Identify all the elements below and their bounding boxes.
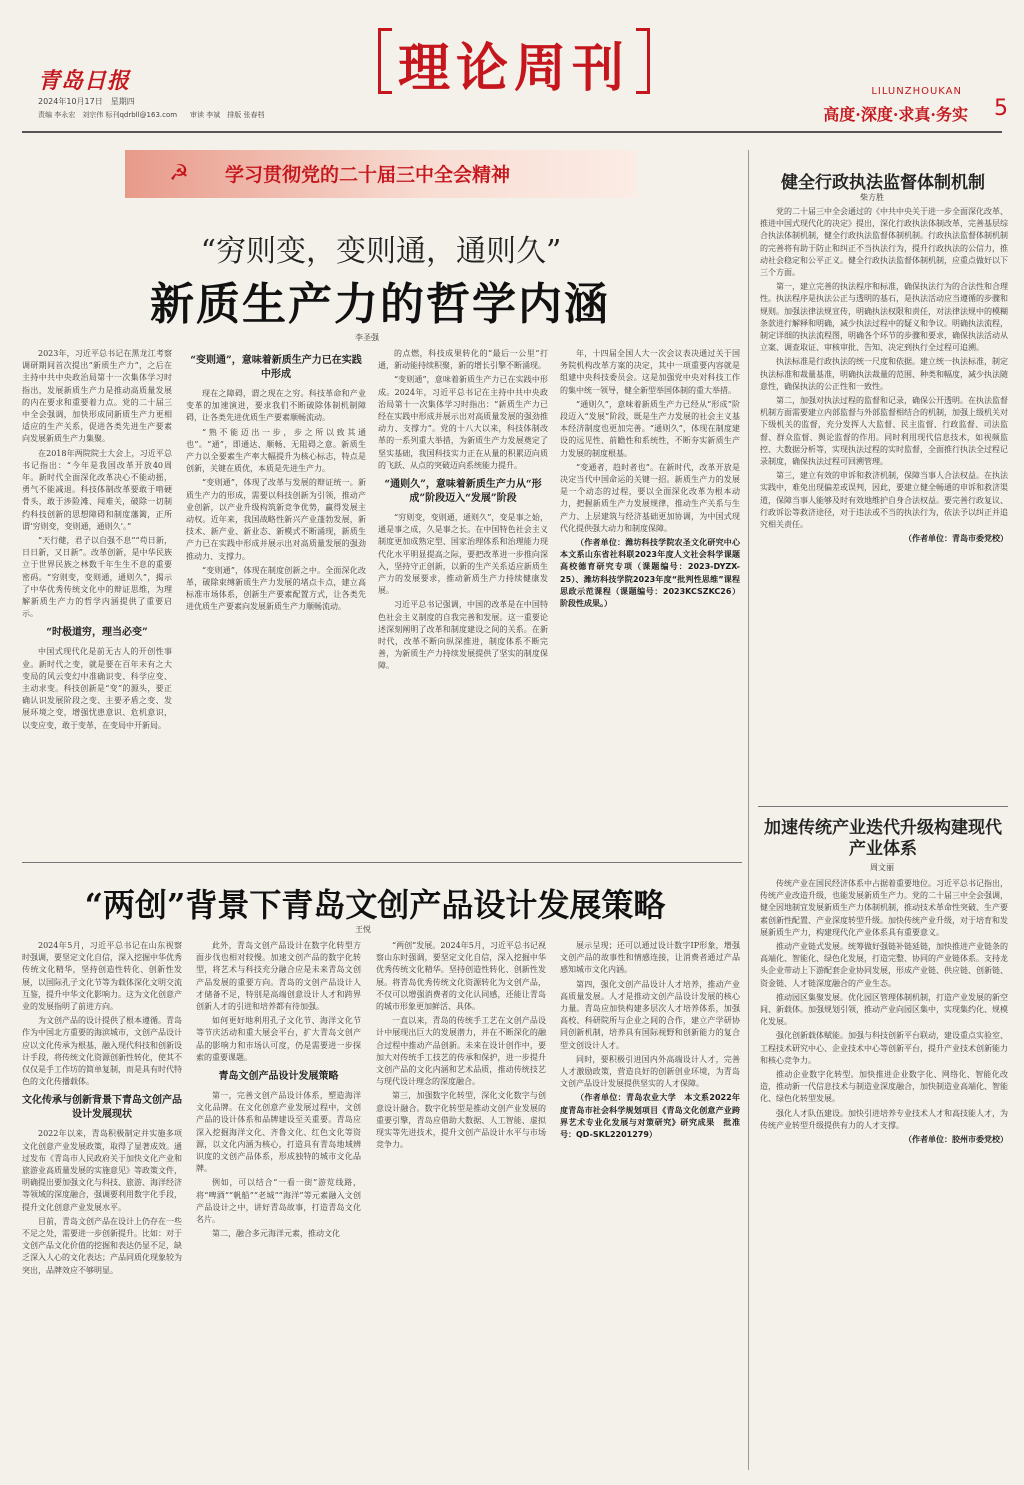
paragraph: “穷则变，变则通，通则久”，变是事之始，通是事之成，久是事之长。在中国特色社会主义制度更加成熟定型、国家治理体系和治理能力现代化水平明显提高之际，要把改革进一步推向深入，坚持守正创新，以新的生产关系适应新质生产力的发展要求，推动新质生产力持续健康发展。 [378, 513, 548, 596]
paragraph: 在2018年两院院士大会上，习近平总书记指出：“今年是我国改革开放40周年。新时代全面深化改革决心不能动摇，勇气不能减退。科技体制改革要敢于啃硬骨头，敢于涉险滩、闯难关，破除一切制约科技创新的思想障碍和制度藩篱，正所谓‘穷则变，变则通，通则久’。” [22, 448, 172, 531]
section-pinyin: LILUNZHOUKAN [871, 86, 962, 97]
right-article2-byline: 周文丽 [870, 863, 894, 872]
section-title: 理论周刊 [398, 38, 631, 99]
newspaper-logo: 青岛日报 [38, 68, 131, 94]
paragraph: 的点燃，科技成果转化的“最后一公里”打通，新动能持续积聚，新的增长引擎不断涌现。 [378, 349, 548, 371]
masthead-rule [22, 131, 1002, 133]
issue-date: 2024年10月17日 星期四 [38, 97, 135, 106]
right-article1-title: 健全行政执法监督体制机制 [781, 173, 985, 193]
paragraph: 2023年，习近平总书记在黑龙江考察调研期间首次提出“新质生产力”，之后在主持中共中央政治局第十一次集体学习时指出，发展新质生产力是推动高质量发展的内在要求和重要着力点。党的二十届三中全会强调，加快形成同新质生产力更相适应的生产关系，促进各类先进生产要素向发展新质生产力集聚。 [22, 349, 172, 444]
article1-subhead-3: “通则久”，意味着新质生产力从“形成”阶段迈入“发展”阶段 [384, 479, 542, 505]
paragraph: 党的二十届三中全会通过的《中共中央关于进一步全面深化改革、推进中国式现代化的决定》提出，深化行政执法体制改革，完善基层综合执法体制机制，健全行政执法监督体制机制。行政执法监督体制机制的完善将有助于防止和纠正不当执法行为，提升行政执法的公信力，推动社会稳定和公平正义。健全行政执法监督体制机制，应重点做好以下三个方面。 [760, 207, 1008, 278]
right-bracket [636, 28, 650, 94]
paragraph: 此外，青岛文创产品设计在数字化转型方面步伐也相对较慢。加速文创产品的数字化转型，将艺术与科技充分融合应是未来青岛文创产品发展的重要方向。青岛的文创产品设计人才储备不足，特别是高端创意设计人才和跨界创新人才的引进和培养都有待加强。 [196, 941, 361, 1012]
article1-subhead-2: “变则通”，意味着新质生产力已在实践中形成 [190, 355, 362, 380]
article2-column-4 [560, 940, 740, 1470]
topic-banner [125, 150, 637, 198]
right-article1-body [760, 206, 1008, 796]
paragraph: “变则通”，意味着新质生产力已在实践中形成。2024年，习近平总书记在主持中共中央政治局第十一次集体学习时指出：“新质生产力已经在实践中形成并展示出对高质量发展的强劲推动力、支撑力”。党的十八大以来，科技体制改革的一系列重大举措，为新质生产力发展奠定了坚实基础，我国科技实力正在从量的积累迈向质的飞跃、从点的突破迈向系统能力提升。 [378, 375, 548, 470]
article1-column-4 [560, 348, 748, 840]
masthead [0, 0, 1024, 140]
article2-byline: 王悦 [355, 925, 371, 934]
paragraph: 同时，要积极引进国内外高端设计人才，完善人才激励政策，营造良好的创新创业环境，为青岛文创产品设计发展提供坚实的人才保障。 [560, 1054, 740, 1089]
paragraph: 推动企业数字化转型。加快推进企业数字化、网络化、智能化改造，推动新一代信息技术与制造业深度融合，加快制造业高端化、智能化、绿色化转型发展。 [760, 1070, 1008, 1104]
right-column-divider [748, 150, 749, 1470]
party-emblem-icon: ☭ [169, 161, 189, 186]
article2-title: “两创”背景下青岛文创产品设计发展策略 [84, 886, 666, 924]
banner-text: 学习贯彻党的二十届三中全会精神 [225, 164, 511, 186]
paragraph: 第三，加强数字化转型，深化文化数字与创意设计融合。数字化转型是推动文创产业发展的重要引擎，青岛应借助大数据、人工智能、虚拟现实等先进技术，提升文创产品设计水平与市场竞争力。 [376, 1091, 546, 1150]
right-article2-title: 加速传统产业迭代升级构建现代产业体系 [764, 818, 1002, 859]
article1-author-note: （作者单位：潍坊科技学院农圣文化研究中心 本文系山东省社科联2023年度人文社会科学课题高校德育研究专项（课题编号：2023-DYZX-25）、潍坊科技学院2023年度“批判性思维”课程思政示范课程（课题编号：2023KCSZKC26）阶段性成果。） [560, 538, 748, 609]
paragraph: 强化创新载体赋能。加强与科技创新平台联动，建设重点实验室、工程技术研究中心、企业技术中心等创新平台，提升产业技术创新能力和核心竞争力。 [760, 1031, 1008, 1065]
paragraph: 习近平总书记强调，中国的改革是在中国特色社会主义制度的自我完善和发展。这一重要论述深刻阐明了改革和制度建设之间的关系。在新时代，改革不断向纵深推进，制度体系不断完善，为新质生产力持续发展提供了坚实的制度保障。 [378, 600, 548, 671]
article1-column-3 [378, 348, 548, 840]
page-number: 5 [994, 96, 1008, 121]
article2-author-note: （作者单位：青岛农业大学 本文系2022年度青岛市社会科学规划项目《青岛文化创意产业跨界艺术专业化发展与对策研究》研究成果 批准号：QD-SKL2201279） [560, 1093, 740, 1140]
paragraph: 第二，融合多元海洋元素，推动文化 [212, 1229, 340, 1239]
right-article2-body [760, 878, 1008, 1470]
paragraph: “变则通”，体现在制度创新之中。全面深化改革，破除束缚新质生产力发展的堵点卡点，建立高标准市场体系，创新生产要素配置方式，让各类先进优质生产要素向发展新质生产力顺畅流动。 [186, 565, 366, 612]
paragraph: “通则久”，意味着新质生产力已经从“形成”阶段迈入“发展”阶段，既是生产力发展的社会主义基本经济制度也更加完善。“通则久”，体现在制度建设的远见性、前瞻性和系统性，不断夯实新质生产力发展的制度根基。 [560, 399, 740, 458]
paragraph: 推动园区集聚发展。优化园区管理体制机制，打造产业发展的新空间、新载体。加强规划引领，推动产业向园区集中，实现集约化、规模化发展。 [760, 992, 1008, 1027]
paragraph: “两创”发展。2024年5月，习近平总书记视察山东时强调，要坚定文化自信，深入挖掘中华优秀传统文化精华。坚持创造性转化、创新性发展。将青岛优秀传统文化资源转化为文创产品，不仅可以增强消费者的文化认同感，还能让青岛的城市形象更加鲜活、具体。 [376, 941, 546, 1012]
paragraph: 执法标准是行政执法的统一尺度和依据。建立统一执法标准，制定执法标准和裁量基准，明确执法裁量的范围、种类和幅度，减少执法随意性，确保执法的公正性和一致性。 [760, 357, 1008, 391]
article1-column-1 [22, 348, 172, 840]
paragraph: 为文创产品的设计提供了根本遵循。青岛作为中国北方重要的海滨城市，文创产品设计应以文化传承为根基，融入现代科技和创新设计手段，将传统文化资源创新性转化，使其不仅仅是手工作坊的简单复制，而是具有时代特色的文化传播载体。 [22, 1016, 182, 1087]
paragraph: “变通者，趋时者也”。在新时代，改革开放是决定当代中国命运的关键一招。新质生产力的发展是一个动态的过程，要以全面深化改革为根本动力，把握新质生产力发展规律，推动生产关系与生产力、上层建筑与经济基础更加协调，为中国式现代化提供强大动力和制度保障。 [560, 462, 740, 533]
paragraph: 目前，青岛文创产品在设计上仍存在一些不足之处，需要进一步创新提升。比如：对于文创产品文化价值的挖掘和表达仍显不足，缺乏深入人心的文化表达；产品同质化现象较为突出，品牌效应不够明显。 [22, 1216, 182, 1275]
paragraph: 第一，建立完善的执法程序和标准，确保执法行为的合法性和合理性。执法程序是执法公正与透明的基石，是执法活动应当遵循的步骤和规则。加强法律法规宣传，明确执法权限和责任，对法律法规中的模糊条款进行解释和明确，减少执法过程中的疑义和争议。明确执法流程，制定详细的执法流程图，明确各个环节的步骤和要求，确保执法活动从立案、调查取证、审核审批、告知、决定到执行全过程可追溯。 [760, 282, 1008, 353]
article2-column-2 [196, 940, 361, 1470]
article1-subtitle: “穷则变，变则通，通则久” [200, 234, 562, 269]
paragraph: “天行健，君子以自强不息”“苟日新，日日新，又日新”。改革创新，是中华民族立于世界民族之林数千年生生不息的重要密码。“穷则变，变则通，通则久”，揭示了中华优秀传统文化中的辩证思维，为理解新质生产力的哲学内涵提供了重要启示。 [22, 536, 172, 619]
paragraph: 年，十四届全国人大一次会议表决通过关于国务院机构改革方案的决定，其中一项重要内容就是组建中央科技委员会。这是加强党中央对科技工作的集中统一领导，健全新型举国体制的重大举措。 [560, 349, 740, 395]
paragraph: 第四，强化文创产品设计人才培养，推动产业高质量发展。人才是推动文创产品设计发展的核心力量。青岛应加快构建多层次人才培养体系，加强高校、科研院所与企业之间的合作，建立产学研协同创新机制，培养具有国际视野和创新能力的复合型文创设计人才。 [560, 979, 740, 1050]
paragraph: 第二，加强对执法过程的监督和记录，确保公开透明。在执法监督机制方面需要建立内部监督与外部监督相结合的机制，加强上级机关对下级机关的监督，充分发挥人大监督、民主监督、行政监督、司法监督、群众监督、舆论监督的作用。同时利用现代信息技术，如视频监控、大数据分析等，实现执法过程的实时监督，全面推行执法全过程记录制度，确保执法过程可回溯管理。 [760, 396, 1008, 467]
paragraph: 第一，完善文创产品设计体系，塑造海洋文化品牌。在文化创意产业发展过程中，文创产品的设计体系和品牌建设至关重要。青岛应深入挖掘海洋文化、齐鲁文化、红色文化等资源，以文化内涵为核心，打造具有青岛地域辨识度的文创产品体系，形成独特的城市文化品牌。 [196, 1091, 361, 1174]
paragraph: 如何更好地利用孔子文化节、海洋文化节等节庆活动和重大展会平台，扩大青岛文创产品的影响力和市场认可度，仍是需要进一步探索的重要课题。 [196, 1016, 361, 1062]
left-bracket [378, 28, 392, 94]
paragraph: 2022年以来，青岛积极制定并实施多项文化创意产业发展政策，取得了显著成效。通过发布《青岛市人民政府关于加快文化产业和旅游业高质量发展的实施意见》等政策文件，明确提出要加强文化与科技、旅游、海洋经济等领域的深度融合，强调要利用数字化手段，提升文化创意产业发展水平。 [22, 1129, 182, 1212]
paragraph: 推动产业链式发展。统筹做好强链补链延链，加快推进产业链条的高端化、智能化、绿色化发展，打造完整、协同的产业链体系。支持龙头企业带动上下游配套企业协同发展，形成产业链、供应链、创新链、资金链、人才链深度融合的产业生态。 [760, 942, 1008, 988]
paragraph: 展示呈现；还可以通过设计数字IP形象，增强文创产品的故事性和情感连接，让消费者通过产品感知城市文化内涵。 [560, 941, 740, 975]
section-title-box [378, 24, 650, 98]
article2-column-1 [22, 940, 182, 1470]
paragraph: “变则通”，体现了改革与发展的辩证统一。新质生产力的形成，需要以科技创新为引领，推动产业创新，以产业升级构筑新竞争优势，赢得发展主动权。近年来，我国战略性新兴产业蓬勃发展，新技术、新产业、新业态、新模式不断涌现，新质生产力已在实践中形成并展示出对高质量发展的强劲推动力、支撑力。 [186, 478, 366, 561]
article1-title: 新质生产力的哲学内涵 [150, 279, 610, 330]
paragraph: 第三，建立有效的申诉和救济机制，保障当事人合法权益。在执法实践中，难免出现偏差或误判，因此，要建立健全畅通的申诉和救济渠道，保障当事人能够及时有效地维护自身合法权益。要完善行政复议、行政诉讼等救济途径，对于违法或不当的执法行为，依法予以纠正并追究相关责任。 [760, 471, 1008, 530]
paragraph: 现在之障碍，谓之现在之穷。科技革命和产业变革的加速演进，要求我们不断破除体制机制障碍，让各类先进优质生产要素顺畅流动。 [186, 389, 366, 423]
article2-column-3 [376, 940, 546, 1470]
paragraph: 强化人才队伍建设。加快引进培养专业技术人才和高技能人才，为传统产业转型升级提供有力的人才支撑。 [760, 1108, 1008, 1130]
article2-subhead-2: 青岛文创产品设计发展策略 [218, 1071, 339, 1083]
right-article2-author-note: （作者单位：胶州市委党校） [904, 1135, 1008, 1145]
section-slogan: 高度·深度·求真·务实 [823, 105, 968, 124]
paragraph: 例如，可以结合“一看一街”游览线路，将“啤酒”“帆船”“老城”“海洋”等元素融入文创产品设计之中，讲好青岛故事，打造青岛文化名片。 [196, 1178, 361, 1225]
paragraph: 中国式现代化是前无古人的开创性事业。新时代之变，就是要在百年未有之大变局的风云变幻中准确识变、科学应变、主动求变。科技创新是“变”的源头，要正确认识发展阶段之变、主要矛盾之变、发展环境之变，增强忧患意识、危机意识，以变应变，敢于变革，在变局中开新局。 [22, 647, 172, 730]
reviewer-credits: 审读 李斌 排版 张春档 [190, 111, 265, 119]
article1-byline: 李圣强 [355, 333, 379, 342]
paragraph: “熟不能迈出一步，步之所以致其通也”。“通”，即通达、顺畅、无阻碍之意。新质生产力以全要素生产率大幅提升为核心标志，特点是创新，关键在质优，本质是先进生产力。 [186, 427, 366, 474]
article-divider [22, 862, 742, 863]
right-article1-byline: 柴方胜 [860, 193, 884, 202]
editor-credits: 责编 李永宏 刘宗伟 标刊qdrbll@163.com [38, 111, 178, 119]
right-divider [758, 806, 1008, 807]
article2-subhead-1: 文化传承与创新背景下青岛文创产品设计发展现状 [22, 1095, 182, 1121]
article1-column-2 [186, 348, 366, 840]
right-article1-author-note: （作者单位：青岛市委党校） [904, 534, 1008, 544]
paragraph: 一直以来，青岛的传统手工艺在文创产品设计中展现出巨大的发展潜力，并在不断深化的融合过程中推动产品创新。未来在设计创作中，要加大对传统手工技艺的传承和保护，进一步提升文创产品的文化内涵和艺术品质，推动传统技艺与现代设计理念的深度融合。 [376, 1016, 546, 1087]
article1-subhead-1: “时极道穷，理当必变” [46, 627, 148, 639]
paragraph: 2024年5月，习近平总书记在山东视察时强调，要坚定文化自信，深入挖掘中华优秀传统文化精华，坚持创造性转化、创新性发展，以国际孔子文化节等为载体深化文明交流互鉴，提升中华文化影响力。这为文化创意产业的发展指明了前进方向。 [22, 941, 182, 1012]
paragraph: 传统产业在国民经济体系中占据着重要地位。习近平总书记指出，传统产业改造升级，也能发展新质生产力。党的二十届三中全会强调，健全因地制宜发展新质生产力体制机制，推动技术革命性突破、生产要素创新性配置、产业深度转型升级。加快传统产业升级，对于培育和发展新质生产力，构建现代化产业体系具有重要意义。 [760, 879, 1008, 937]
